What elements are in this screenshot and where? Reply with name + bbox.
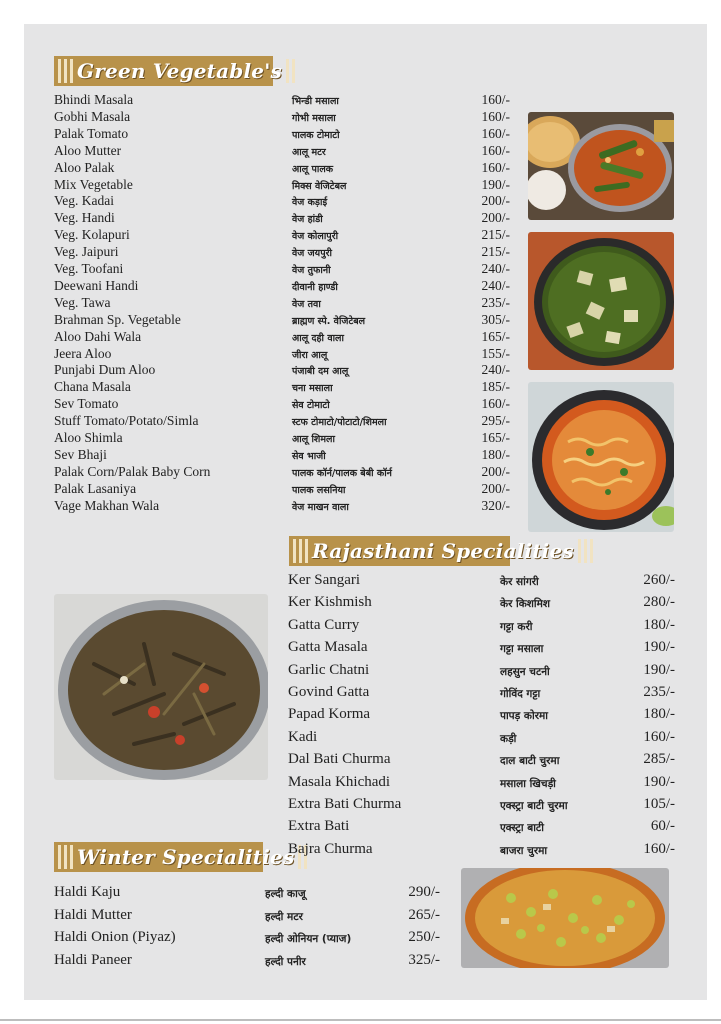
menu-item-hindi-name: आलू शिमला xyxy=(292,434,335,445)
menu-item-name: Ker Kishmish xyxy=(288,594,372,611)
menu-item-name: Bhindi Masala xyxy=(54,92,134,107)
menu-item-price: 290/- xyxy=(408,884,440,900)
menu-item-price: 190/- xyxy=(643,661,675,678)
menu-item-price: 325/- xyxy=(408,951,440,968)
menu-item-price: 200/- xyxy=(481,210,510,226)
menu-item-hindi-name: मसाला खिचड़ी xyxy=(500,777,556,790)
menu-item-price: 155/- xyxy=(481,345,510,361)
menu-item-hindi-name: दीवानी हाण्डी xyxy=(292,281,338,293)
menu-item-price: 200/- xyxy=(481,463,510,479)
menu-item-hindi-name: हल्दी ओनियन (प्याज) xyxy=(265,933,352,946)
menu-item-hindi-name: लहसुन चटनी xyxy=(500,665,550,678)
winter-specialities-banner xyxy=(54,842,295,872)
menu-item-hindi-name: पालक लसनिया xyxy=(292,484,346,496)
menu-item-hindi-name: एक्स्ट्रा बाटी xyxy=(500,822,544,835)
menu-item-price: 235/- xyxy=(643,684,675,700)
menu-item-hindi-name: वेज कड़ाई xyxy=(292,197,328,209)
menu-item-price: 160/- xyxy=(481,396,510,412)
menu-item-name: Aloo Palak xyxy=(54,159,115,175)
menu-item-name: Mix Vegetable xyxy=(54,176,133,192)
menu-item-hindi-name: मिक्स वेजिटेबल xyxy=(292,180,347,192)
menu-item-hindi-name: सेव टोमाटो xyxy=(292,400,330,412)
menu-item-price: 215/- xyxy=(481,227,510,243)
menu-item-hindi-name: एक्स्ट्रा बाटी चुरमा xyxy=(500,800,568,812)
menu-item-price: 160/- xyxy=(481,142,510,158)
green-vegetables-title: Green Vegetable's xyxy=(77,59,282,83)
menu-item-name: Aloo Dahi Wala xyxy=(54,328,142,344)
menu-item-hindi-name: हल्दी पनीर xyxy=(265,955,306,968)
menu-item-hindi-name: आलू मटर xyxy=(292,146,326,158)
menu-item-name: Haldi Onion (Piyaz) xyxy=(54,929,176,946)
haldi-mutter-photo xyxy=(461,868,669,968)
menu-item-hindi-name: वेज हांडी xyxy=(292,214,323,226)
menu-item-name: Gatta Masala xyxy=(288,639,368,656)
menu-item-price: 160/- xyxy=(481,92,510,107)
menu-item-hindi-name: आलू दही वाला xyxy=(292,332,344,344)
menu-item-name: Sev Tomato xyxy=(54,396,119,412)
menu-item-name: Palak Lasaniya xyxy=(54,480,137,496)
menu-item-price: 200/- xyxy=(481,480,510,496)
menu-item-hindi-name: केर किशमिश xyxy=(500,598,551,611)
menu-item-hindi-name: जीरा आलू xyxy=(292,349,328,361)
menu-item-price: 180/- xyxy=(643,616,675,633)
menu-item-name: Palak Tomato xyxy=(54,125,129,141)
menu-item-name: Gobhi Masala xyxy=(54,108,131,124)
menu-item-name: Papad Korma xyxy=(288,706,371,723)
menu-item-hindi-name: गट्टा करी xyxy=(500,620,533,633)
menu-item-name: Punjabi Dum Aloo xyxy=(54,362,156,378)
rajasthani-specialities-title: Rajasthani Specialities xyxy=(312,539,574,563)
menu-item-name: Ker Sangari xyxy=(288,572,361,588)
menu-item-hindi-name: स्टफ टोमाटो/पोटाटो/शिमला xyxy=(292,417,387,429)
menu-item-hindi-name: वेज माखन वाला xyxy=(292,501,349,513)
menu-item-name: Palak Corn/Palak Baby Corn xyxy=(54,463,211,479)
menu-item-name: Aloo Mutter xyxy=(54,142,122,158)
menu-item-name: Veg. Kolapuri xyxy=(54,227,130,243)
menu-item-name: Gatta Curry xyxy=(288,616,360,633)
menu-item-name: Veg. Kadai xyxy=(54,193,114,209)
menu-item-price: 260/- xyxy=(643,572,675,588)
menu-item-name: Dal Bati Churma xyxy=(288,751,391,768)
menu-item-name: Haldi Mutter xyxy=(54,906,132,923)
menu-item-hindi-name: पंजाबी दम आलू xyxy=(292,366,349,378)
menu-item-name: Brahman Sp. Vegetable xyxy=(54,311,181,327)
menu-item-hindi-name: आलू पालक xyxy=(292,163,334,175)
menu-item-name: Chana Masala xyxy=(54,379,131,395)
menu-item-hindi-name: गट्टा मसाला xyxy=(500,643,544,656)
green-vegetables-banner xyxy=(54,56,282,86)
menu-item-hindi-name: पालक कॉर्न/पालक बेबी कॉर्न xyxy=(292,467,392,479)
menu-item-name: Vage Makhan Wala xyxy=(54,497,160,513)
menu-item-hindi-name: दाल बाटी चुरमा xyxy=(500,755,560,768)
menu-item-price: 190/- xyxy=(643,773,675,790)
menu-item-name: Veg. Handi xyxy=(54,210,115,226)
menu-item-name: Extra Bati xyxy=(288,818,350,835)
menu-item-name: Masala Khichadi xyxy=(288,773,391,790)
menu-item-price: 320/- xyxy=(481,497,510,513)
menu-item-hindi-name: वेज तवा xyxy=(292,298,321,310)
palak-paneer-photo xyxy=(528,232,674,370)
menu-item-price: 180/- xyxy=(481,446,510,462)
menu-item-price: 240/- xyxy=(481,261,510,276)
sev-tomato-photo xyxy=(528,382,674,532)
menu-item-hindi-name: कड़ी xyxy=(500,732,517,745)
bhindi-masala-photo xyxy=(528,112,674,220)
menu-item-hindi-name: ब्राह्मण स्पे. वेजिटेबल xyxy=(292,315,366,327)
menu-item-price: 285/- xyxy=(643,751,675,768)
menu-item-hindi-name: वेज जयपुरी xyxy=(292,248,332,260)
menu-item-hindi-name: केर सांगरी xyxy=(500,576,539,588)
menu-item-price: 265/- xyxy=(408,906,440,923)
menu-item-name: Govind Gatta xyxy=(288,684,370,700)
menu-item-price: 165/- xyxy=(481,328,510,344)
menu-item-name: Bajra Churma xyxy=(288,840,373,857)
menu-item-hindi-name: गोविंद गट्टा xyxy=(500,688,541,700)
menu-item-name: Veg. Toofani xyxy=(54,261,124,276)
menu-item-hindi-name: चना मसाला xyxy=(292,383,333,395)
menu-item-price: 160/- xyxy=(643,728,675,745)
menu-item-name: Sev Bhaji xyxy=(54,446,107,462)
menu-item-price: 160/- xyxy=(481,125,510,141)
page-divider xyxy=(0,1019,721,1021)
menu-item-price: 200/- xyxy=(481,193,510,209)
menu-item-price: 305/- xyxy=(481,311,510,327)
menu-item-name: Jeera Aloo xyxy=(54,345,112,361)
menu-item-price: 180/- xyxy=(643,706,675,723)
menu-item-price: 160/- xyxy=(481,159,510,175)
menu-item-name: Veg. Tawa xyxy=(54,294,111,310)
menu-item-name: Garlic Chatni xyxy=(288,661,370,678)
menu-item-price: 190/- xyxy=(481,176,510,192)
menu-item-hindi-name: वेज कोलापुरी xyxy=(292,231,339,243)
menu-item-price: 185/- xyxy=(481,379,510,395)
menu-item-hindi-name: गोभी मसाला xyxy=(292,112,336,124)
menu-item-name: Haldi Paneer xyxy=(54,951,132,968)
menu-item-price: 105/- xyxy=(643,796,675,812)
menu-item-hindi-name: हल्दी काजू xyxy=(265,888,306,900)
menu-item-price: 215/- xyxy=(481,244,510,260)
menu-item-name: Extra Bati Churma xyxy=(288,796,402,812)
winter-specialities-title: Winter Specialities xyxy=(77,845,295,869)
menu-item-hindi-name: बाजरा चुरमा xyxy=(500,844,548,857)
menu-item-price: 160/- xyxy=(481,108,510,124)
menu-item-price: 240/- xyxy=(481,362,510,378)
menu-item-name: Aloo Shimla xyxy=(54,430,123,445)
menu-item-name: Deewani Handi xyxy=(54,277,139,293)
menu-item-price: 165/- xyxy=(481,430,510,445)
menu-item-price: 295/- xyxy=(481,413,510,429)
menu-item-hindi-name: हल्दी मटर xyxy=(265,910,303,923)
menu-item-price: 60/- xyxy=(650,818,675,835)
menu-item-name: Kadi xyxy=(288,728,318,745)
menu-item-hindi-name: पालक टोमाटो xyxy=(292,129,340,141)
menu-item-name: Stuff Tomato/Potato/Simla xyxy=(54,413,199,429)
menu-item-price: 280/- xyxy=(643,594,675,611)
menu-item-name: Haldi Kaju xyxy=(54,884,121,900)
menu-item-hindi-name: भिन्डी मसाला xyxy=(292,96,339,107)
menu-item-price: 190/- xyxy=(643,639,675,656)
menu-item-price: 235/- xyxy=(481,294,510,310)
ker-sangri-photo xyxy=(54,594,268,780)
menu-item-hindi-name: पापड़ कोरमा xyxy=(500,710,548,723)
menu-item-name: Veg. Jaipuri xyxy=(54,244,119,260)
menu-item-price: 250/- xyxy=(408,929,440,946)
menu-item-price: 160/- xyxy=(643,840,675,857)
menu-item-hindi-name: वेज तुफानी xyxy=(292,265,331,276)
menu-item-price: 240/- xyxy=(481,277,510,293)
menu-item-hindi-name: सेव भाजी xyxy=(292,450,326,462)
rajasthani-specialities-banner xyxy=(289,536,574,566)
